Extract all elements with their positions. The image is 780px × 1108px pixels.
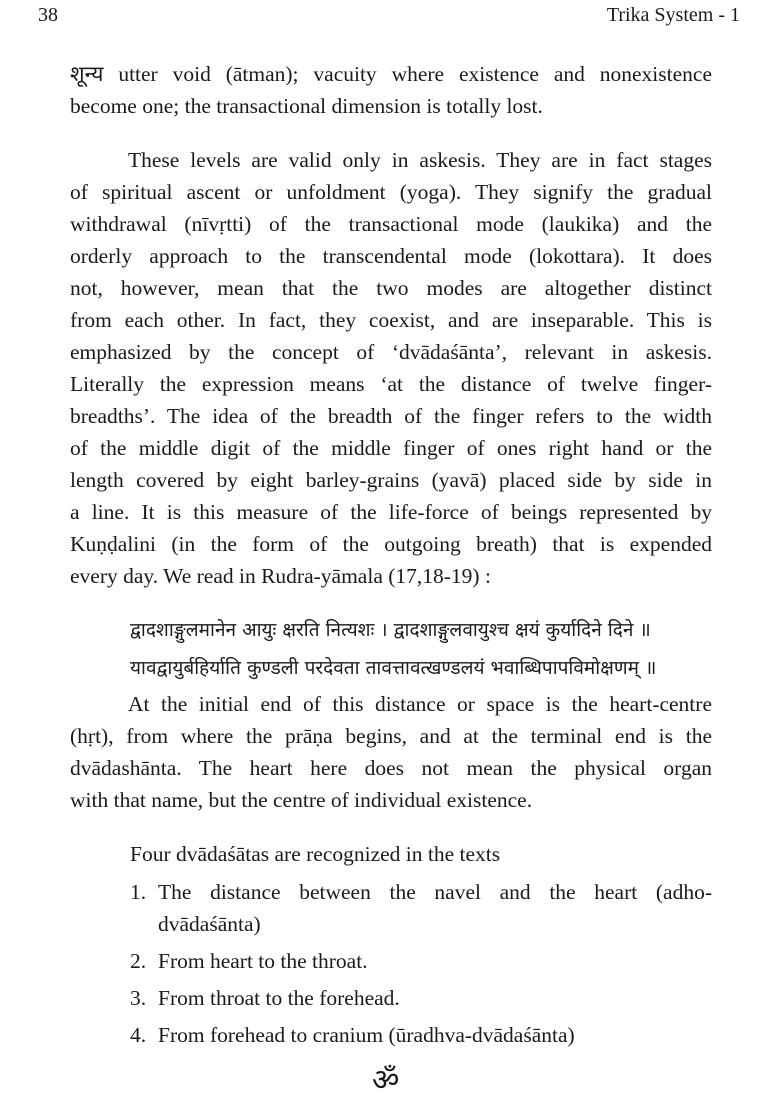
- sanskrit-verse: [130, 614, 670, 690]
- paragraph-definition: [70, 58, 712, 122]
- list-intro: Four dvādaśātas are recognized in the texts: [130, 842, 501, 866]
- text-line: from each other. In fact, they coexist, and are inseparable. This is: [70, 308, 712, 332]
- text-line: length covered by eight barley-grains (yavā) placed side by side in: [70, 468, 712, 492]
- text-line: dvādashānta. The heart here does not mean the physical organ: [70, 756, 712, 780]
- text-line: Literally the expression means ‘at the distance of twelve finger-: [70, 372, 712, 396]
- list-text: From throat to the forehead.: [158, 986, 400, 1010]
- text-line: emphasized by the concept of ‘dvādaśānta’, relevant in askesis.: [70, 340, 712, 364]
- dvadashanta-list: [130, 838, 712, 1056]
- list-item: [130, 1019, 712, 1051]
- list-item: [130, 945, 712, 977]
- text-line: (hṛt), from where the prāṇa begins, and at the terminal end is the: [70, 724, 712, 748]
- text-line: every day. We read in Rudra-yāmala (17,18-19) :: [70, 564, 491, 588]
- running-head: Trika System - 1: [606, 4, 740, 26]
- text-line: orderly approach to the transcendental mode (lokottara). It does: [70, 244, 712, 268]
- text-line: द्वादशाङ्गुलमानेन आयुः क्षरति नित्यशः । द्वादशाङ्गुलवायुश्च क्षयं कुर्यादिने दिने ॥: [130, 619, 651, 641]
- list-number: 3.: [130, 986, 147, 1010]
- om-symbol: ॐ: [372, 1063, 400, 1098]
- list-text: From forehead to cranium (ūradhva-dvādaśānta): [158, 1023, 575, 1047]
- list-item: [130, 982, 712, 1014]
- text-line: not, however, mean that the two modes are altogether distinct: [70, 276, 712, 300]
- text-line: withdrawal (nīvṛtti) of the transactional mode (laukika) and the: [70, 212, 712, 236]
- text-line: At the initial end of this distance or space is the heart-centre: [128, 692, 712, 716]
- list-text: dvādaśānta): [158, 912, 261, 936]
- text-line: शून्य utter void (ātman); vacuity where existence and nonexistence: [70, 62, 712, 86]
- text-line: of the middle digit of the middle finger of ones right hand or the: [70, 436, 712, 460]
- page-number: 38: [38, 4, 58, 26]
- list-number: 4.: [130, 1023, 147, 1047]
- text-line: become one; the transactional dimension is totally lost.: [70, 94, 543, 118]
- list-text: From heart to the throat.: [158, 949, 368, 973]
- text-line: breadths’. The idea of the breadth of the finger refers to the width: [70, 404, 712, 428]
- text-line: यावद्वायुर्बहिर्याति कुण्डली परदेवता तावत्तावत्खण्डलयं भवाब्धिपापविमोक्षणम् ॥: [130, 657, 657, 679]
- text-line: of spiritual ascent or unfoldment (yoga). They signify the gradual: [70, 180, 712, 204]
- list-text: The distance between the navel and the heart (adho-: [158, 880, 712, 904]
- paragraph-levels: [70, 144, 712, 592]
- text-line: Kuṇḍalini (in the form of the outgoing breath) that is expended: [70, 532, 712, 556]
- list-item: [130, 876, 712, 940]
- text-line: a line. It is this measure of the life-force of beings represented by: [70, 500, 712, 524]
- list-number: 1.: [130, 880, 147, 904]
- text-line: with that name, but the centre of individual existence.: [70, 788, 533, 812]
- text-line: These levels are valid only in askesis. They are in fact stages: [128, 148, 712, 172]
- list-number: 2.: [130, 949, 147, 973]
- paragraph-heart-centre: [70, 688, 712, 816]
